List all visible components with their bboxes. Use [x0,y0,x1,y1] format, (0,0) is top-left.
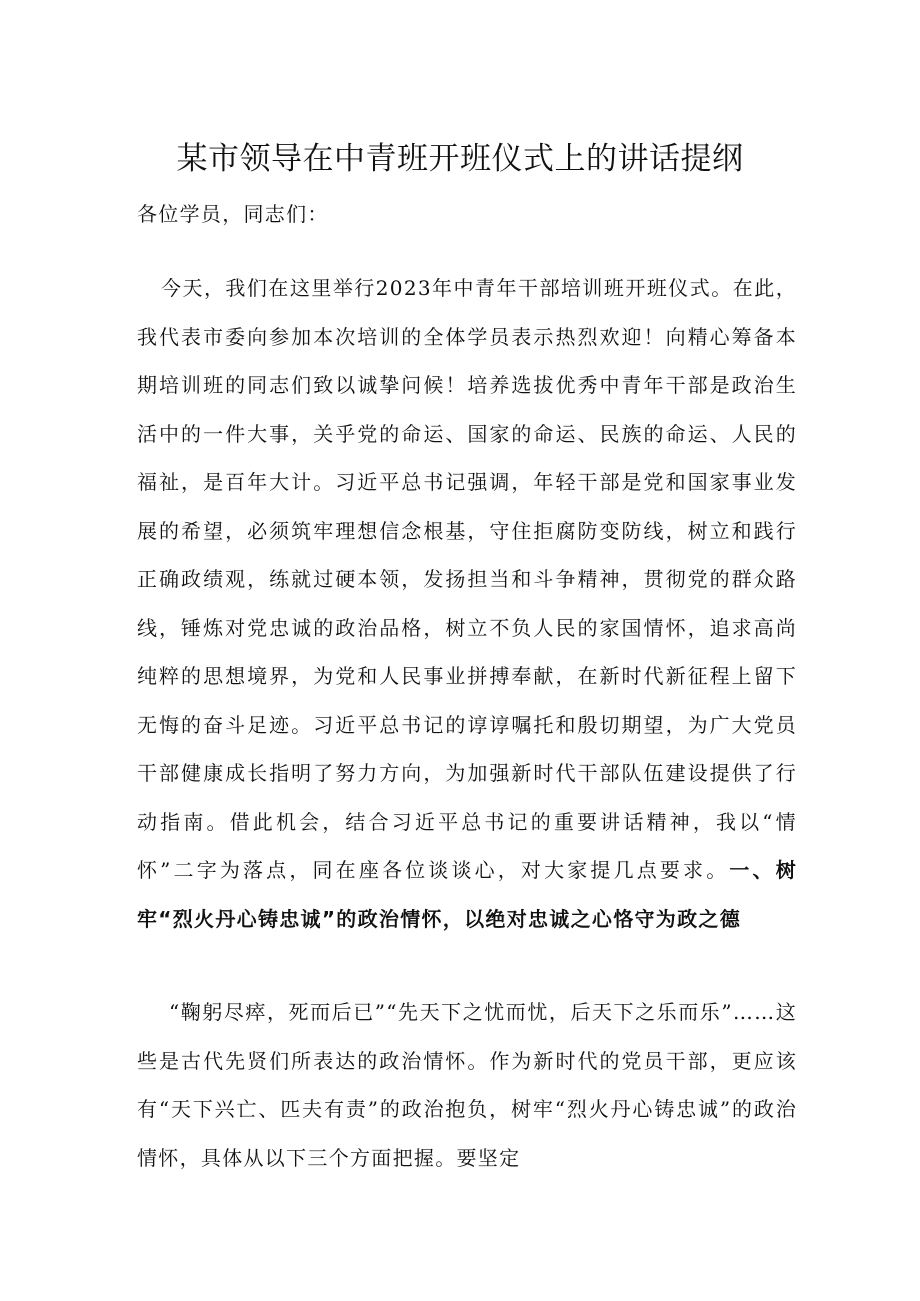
paragraph-opening-text: 今天，我们在这里举行2023年中青年干部培训班开班仪式。在此，我代表市委向参加本次培训的全体学员表示热烈欢迎！向精心筹备本期培训班的同志们致以诚挚问候！培养选拔优秀中青年干部是政治生活中的一件大事，关乎党的命运、国家的命运、民族的命运、人民的福祉，是百年大计。习近平总书记强调，年轻干部是党和国家事业发展的希望，必须筑牢理想信念根基，守住拒腐防变防线，树立和践行正确政绩观，练就过硬本领，发扬担当和斗争精神，贯彻党的群众路线，锤炼对党忠诚的政治品格，树立不负人民的家国情怀，追求高尚纯粹的思想境界，为党和人民事业拼搏奉献，在新时代新征程上留下无悔的奋斗足迹。习近平总书记的谆谆嘱托和殷切期望，为广大党员干部健康成长指明了努力方向，为加强新时代干部队伍建设提供了行动指南。借此机会，结合习近平总书记的重要讲话精神，我以“情怀”二字为落点，同在座各位谈谈心，对大家提几点要求。 [137,276,797,882]
paragraph-section-1: “鞠躬尽瘁，死而后已”“先天下之忧而忧，后天下之乐而乐”……这些是古代先贤们所表达的政治情怀。作为新时代的党员干部，更应该有“天下兴亡、匹夫有责”的政治抱负，树牢“烈火丹心铸忠诚”的政治情怀，具体从以下三个方面把握。要坚定 [137,1000,797,1170]
section-heading-1: 一、树牢“烈火丹心铸忠诚”的政治情怀，以绝对忠诚之心恪守为政之德 [137,858,797,931]
salutation: 各位学员，同志们： [137,202,329,226]
paragraph-opening [137,264,797,943]
document-title: 某市领导在中青班开班仪式上的讲话提纲 [176,141,744,177]
